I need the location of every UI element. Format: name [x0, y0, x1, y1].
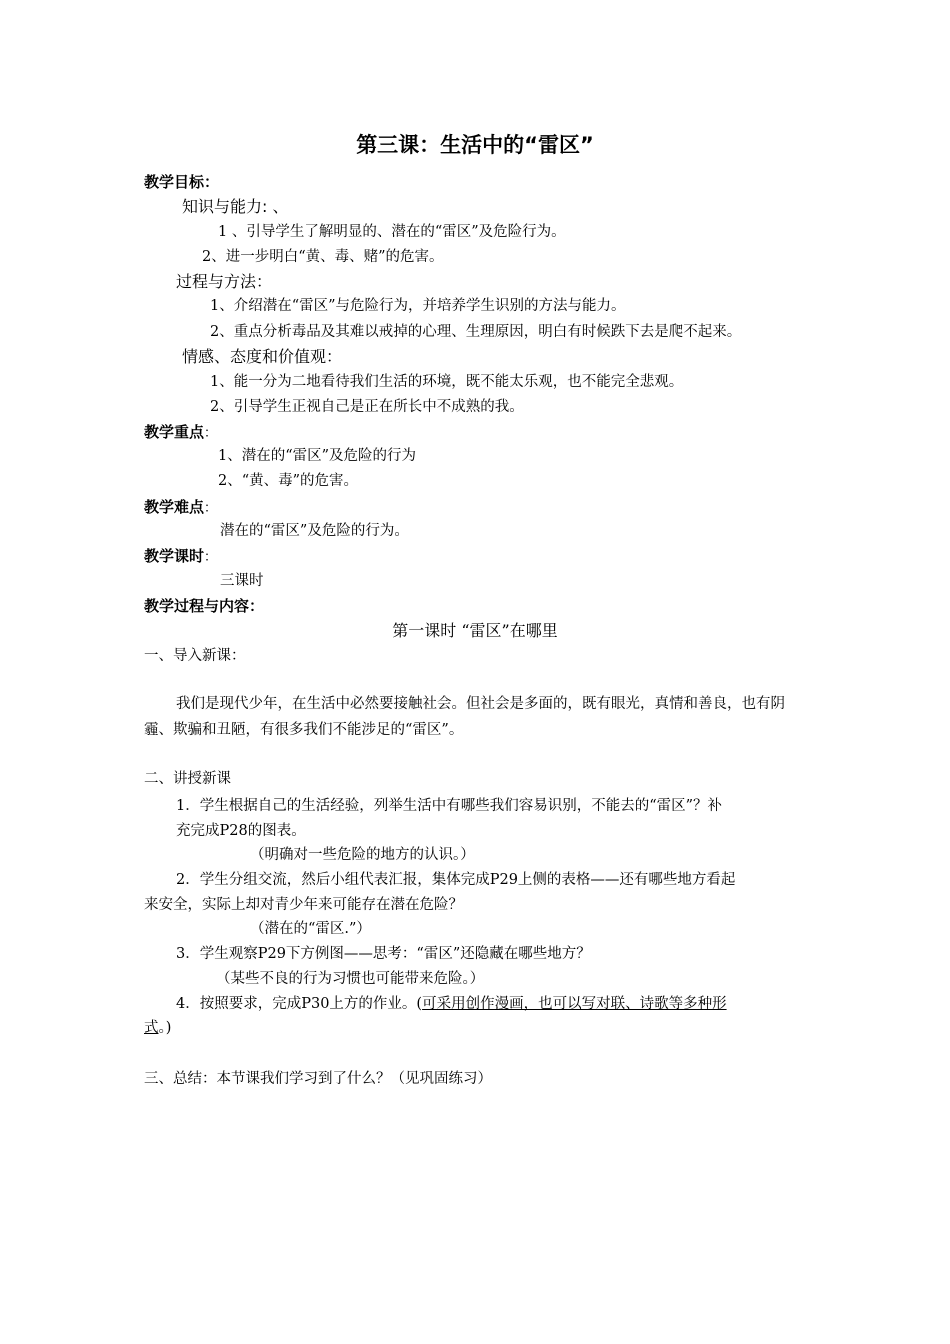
intro-heading: 一、导入新课：	[144, 648, 246, 664]
step-2-note: （潜在的“雷区.”）	[250, 921, 371, 937]
process-item-2: 2、重点分析毒品及其难以戒掉的心理、生理原因，明白有时候跌下去是爬不起来。	[210, 324, 742, 340]
emotion-item-2: 2、引导学生正视自己是正在所长中不成熟的我。	[210, 399, 524, 415]
summary: 三、总结：本节课我们学习到了什么？（见巩固练习）	[144, 1071, 492, 1087]
step-3-note: （某些不良的行为习惯也可能带来危险。）	[216, 971, 485, 987]
intro-paragraph: 我们是现代少年，在生活中必然要接触社会。但社会是多面的，既有眼光，真情和善良，也有阴霾、欺骗和丑陋，有很多我们不能涉足的“雷区”。	[144, 696, 785, 738]
lesson-title: 第一课时 “雷区”在哪里	[392, 621, 558, 640]
process-item-1: 1、介绍潜在“雷区”与危险行为，并培养学生识别的方法与能力。	[210, 298, 626, 314]
difficulties-text: 潜在的“雷区”及危险的行为。	[220, 523, 409, 539]
difficulties-heading: 教学难点：	[144, 498, 218, 516]
key-point-2: 2、“黄、毒”的危害。	[218, 473, 359, 489]
key-point-1: 1、潜在的“雷区”及危险的行为	[218, 448, 417, 464]
emotion-label: 情感、态度和价值观：	[182, 347, 343, 366]
step-3: 3．学生观察P29下方例图——思考：“雷区”还隐藏在哪些地方？	[176, 946, 591, 962]
knowledge-label: 知识与能力: 、	[182, 197, 289, 216]
step-4-line-2: 式。)	[144, 1020, 172, 1036]
process-label: 过程与方法：	[176, 272, 273, 291]
step-4-line-1: 4．按照要求，完成P30上方的作业。(可采用创作漫画，也可以写对联、诗歌等多种形	[176, 996, 727, 1012]
key-points-heading: 教学重点：	[144, 423, 218, 441]
procedure-heading: 教学过程与内容：	[144, 597, 265, 615]
knowledge-item-1: 1 、引导学生了解明显的、潜在的“雷区”及危险行为。	[218, 224, 566, 240]
emotion-item-1: 1、能一分为二地看待我们生活的环境，既不能太乐观，也不能完全悲观。	[210, 374, 684, 390]
objectives-heading: 教学目标：	[144, 173, 220, 191]
step-1-note: （明确对一些危险的地方的认识。）	[250, 847, 475, 863]
hours-text: 三课时	[220, 573, 264, 589]
page-title: 第三课：生活中的“雷区”	[356, 133, 594, 157]
step-1-line-1: 1．学生根据自己的生活经验，列举生活中有哪些我们容易识别，不能去的“雷区”？补	[176, 798, 723, 814]
teach-heading: 二、讲授新课	[144, 771, 231, 787]
step-1-line-2: 充完成P28的图表。	[176, 823, 306, 839]
step-2-line-1: 2．学生分组交流，然后小组代表汇报，集体完成P29上侧的表格——还有哪些地方看起	[176, 872, 736, 888]
step-2-line-2: 来安全，实际上却对青少年来可能存在潜在危险？	[144, 897, 463, 913]
hours-heading: 教学课时：	[144, 547, 218, 565]
knowledge-item-2: 2、进一步明白“黄、毒、赌”的危害。	[202, 249, 444, 265]
